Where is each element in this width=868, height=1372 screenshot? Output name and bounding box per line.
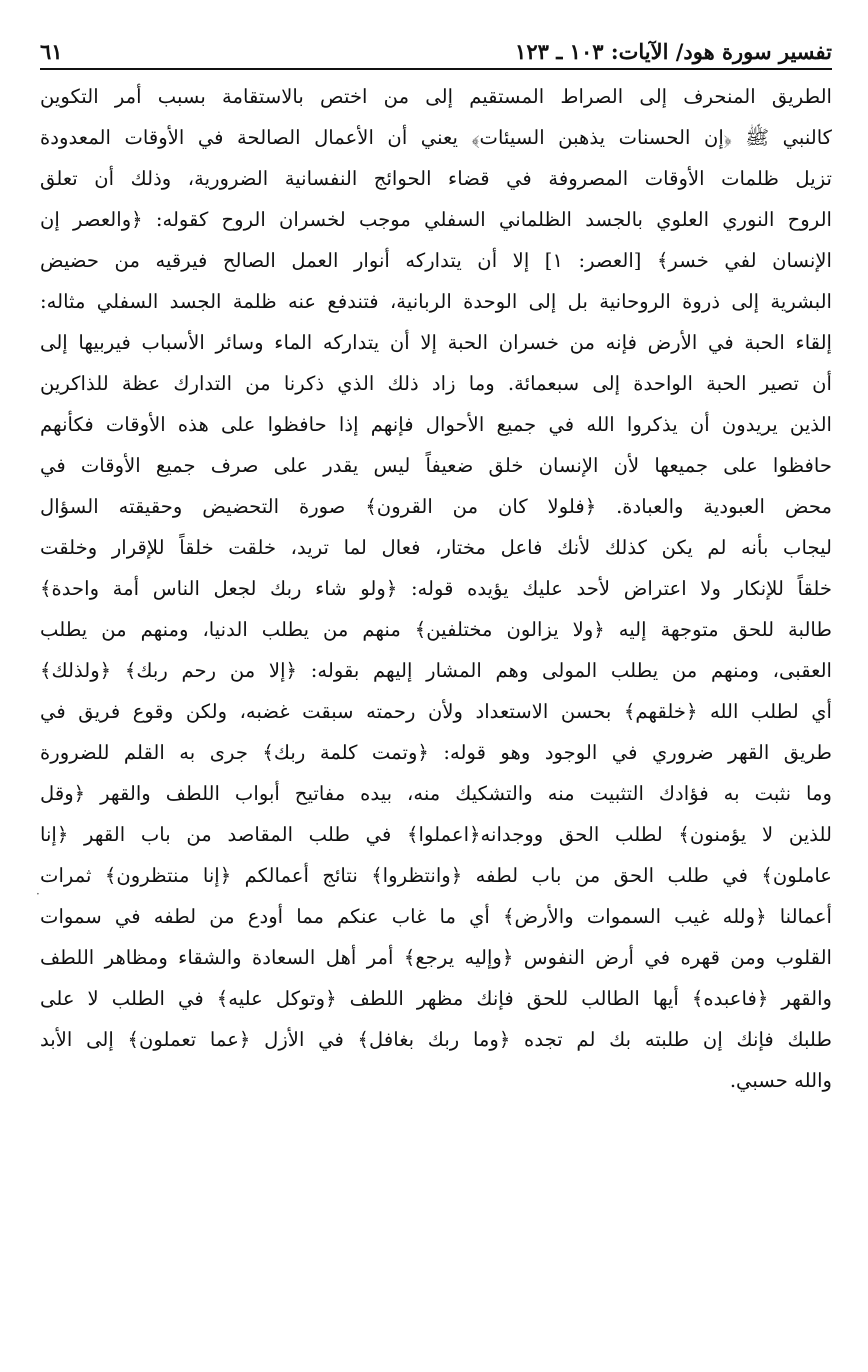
text-line: عاملون﴾ في طلب الحق من باب لطفه ﴿وانتظروا﴾ نتائج أعمالكم ﴿إنا منتظرون﴾ ثمرات [40,864,832,887]
text-line: طريق القهر ضروري في الوجود وهو قوله: ﴿وتمت كلمة ربك﴾ جرى به القلم للضرورة [40,741,832,764]
book-page [40,28,832,1101]
text-line-final: والله حسبي. [729,1069,832,1092]
margin-mark: · [36,887,40,901]
page-number: ٦١ [40,39,63,64]
text-line: طالبة للحق متوجهة إليه ﴿ولا يزالون مختلفين﴾ منهم من يطلب الدنيا، ومنهم من يطلب [40,618,832,641]
text-line: خلقاً للإنكار ولا اعتراض لأحد عليك يؤيده قوله: ﴿ولو شاء ربك لجعل الناس أمة واحدة﴾ [40,577,832,600]
text-line: تزيل ظلمات الأوقات المصروفة في قضاء الحوائج النفسانية الضرورية، وذلك أن تعلق [40,167,832,190]
text-line: الذين يريدون أن يذكروا الله في جميع الأحوال فإنهم إذا حافظوا على هذه الأوقات فكأنهم [40,413,832,436]
text-line: أعمالنا ﴿ولله غيب السموات والأرض﴾ أي ما غاب عنكم مما أودع من لطفه في سموات [40,905,832,928]
text-line: حافظوا على جميعها لأن الإنسان خلق ضعيفاً ليس يقدر على صرف جميع الأوقات في [40,454,832,477]
text-line: طلبك فإنك إن طلبته بك لم تجده ﴿وما ربك بغافل﴾ في الأزل ﴿عما تعملون﴾ إلى الأبد [40,1028,832,1051]
text-line: للذين لا يؤمنون﴾ لطلب الحق ووجدانه﴿اعملوا﴾ في طلب المقاصد من باب القهر ﴿إنا [40,823,832,846]
text-line: إلقاء الحبة في الأرض فإنه من خسران الحبة إلا أن يتداركه الماء وسائر الأسباب فيربيها إلى [40,331,832,354]
text-line: ليجاب بأنه لم يكن كذلك لأنك فاعل مختار، فعال لما تريد، خلقت خلقاً للإقرار وخلقت [40,536,832,559]
running-header [40,28,832,64]
text-line: الروح النوري العلوي بالجسد الظلماني السفلي موجب لخسران الروح كقوله: ﴿والعصر إن [40,208,832,231]
text-line: محض العبودية والعبادة. ﴿فلولا كان من القرون﴾ صورة التحضيض وحقيقته السؤال [40,495,832,518]
text-line: أي لطلب الله ﴿خلقهم﴾ بحسن الاستعداد ولأن رحمته سبقت غضبه، ولكن وقوع فريق في [40,700,832,723]
text-line: الطريق المنحرف إلى الصراط المستقيم إلى من اختص بالاستقامة بسبب أمر التكوين [40,85,832,108]
text-line: القلوب ومن قهره في أرض النفوس ﴿وإليه يرجع﴾ أمر أهل السعادة والشقاء ومظاهر اللطف [40,946,832,969]
text-line: كالنبي ﷺ ﴿إن الحسنات يذهبن السيئات﴾ يعني أن الأعمال الصالحة في الأوقات المعدودة [40,126,832,149]
text-line: والقهر ﴿فاعبده﴾ أيها الطالب للحق فإنك مظهر اللطف ﴿وتوكل عليه﴾ في الطلب لا على [40,987,832,1010]
text-line: العقبى، ومنهم من يطلب المولى وهم المشار إليهم بقوله: ﴿إلا من رحم ربك﴾ ﴿ولذلك﴾ [40,659,832,682]
text-line: وما نثبت به فؤادك التثبيت منه والتشكيك منه، بيده مفاتيح أبواب اللطف والقهر ﴿وقل [40,782,832,805]
text-line: البشرية إلى ذروة الروحانية بل إلى الوحدة الربانية، فتندفع عنه ظلمة الجسد السفلي مثاله: [40,290,832,313]
text-line: الإنسان لفي خسر﴾ [العصر: ١] إلا أن يتداركه أنوار العمل الصالح فيرقيه من حضيض [40,249,832,272]
header-title: تفسير سورة هود/ الآيات: ١٠٣ ـ ١٢٣ [515,39,832,64]
text-line: أن تصير الحبة الواحدة إلى سبعمائة. وما زاد ذلك الذي ذكرنا من التدارك عظة للذاكرين [40,372,832,395]
body-text [40,76,832,1101]
header-divider [40,68,832,70]
